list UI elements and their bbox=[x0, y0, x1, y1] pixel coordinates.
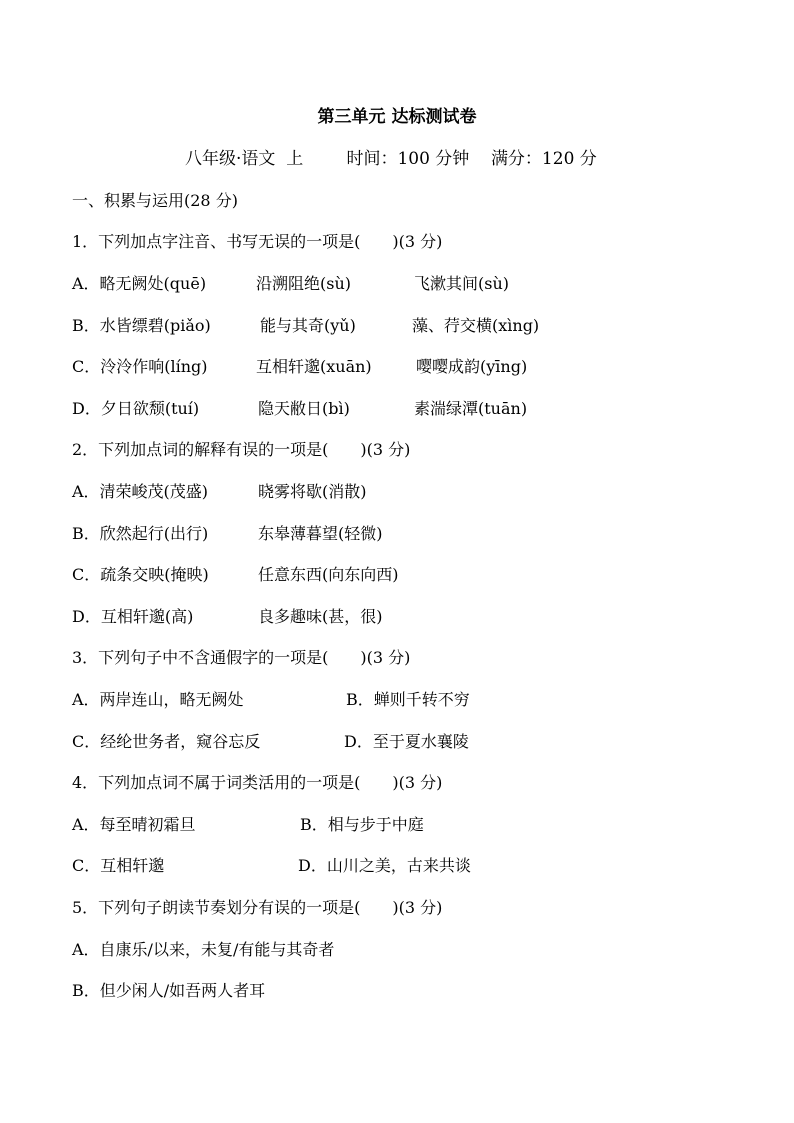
q1-option-c-3: 嘤嘤成韵(yīng) bbox=[416, 357, 528, 376]
time-label: 时间：100 分钟 bbox=[346, 149, 470, 169]
q1-option-b-3: 藻、荇交横(xìng) bbox=[412, 316, 540, 335]
q3-option-b: B．蝉则千转不穷 bbox=[346, 690, 470, 709]
question-stem-3: 3．下列句子中不含通假字的一项是( )(3 分) bbox=[72, 648, 411, 667]
q4-option-c: C．互相轩邈 bbox=[72, 856, 165, 875]
q2-option-a-1: A．清荣峻茂(茂盛) bbox=[72, 482, 209, 501]
q2-option-c-1: C．疏条交映(掩映) bbox=[72, 565, 209, 584]
exam-info bbox=[185, 146, 597, 172]
q1-option-a-3: 飞漱其间(sù) bbox=[414, 274, 510, 293]
question-stem-4: 4．下列加点词不属于词类活用的一项是( )(3 分) bbox=[72, 773, 443, 792]
q1-option-d-3: 素湍绿潭(tuān) bbox=[414, 399, 528, 418]
q1-option-b-1: B．水皆缥碧(piǎo) bbox=[72, 316, 211, 335]
q2-option-b-2: 东皋薄暮望(轻微) bbox=[258, 524, 383, 543]
q4-option-d: D．山川之美，古来共谈 bbox=[298, 856, 471, 875]
q1-option-a-2: 沿溯阻绝(sù) bbox=[256, 274, 352, 293]
section-heading: 一、积累与运用(28 分) bbox=[72, 191, 238, 210]
q1-option-d-2: 隐天敝日(bì) bbox=[258, 399, 350, 418]
q3-option-d: D．至于夏水襄陵 bbox=[344, 732, 469, 751]
q1-option-d-1: D．夕日欲颓(tuí) bbox=[72, 399, 200, 418]
q3-option-a: A．两岸连山，略无阙处 bbox=[72, 690, 244, 709]
q2-option-a-2: 晓雾将歇(消散) bbox=[258, 482, 367, 501]
question-stem-1: 1．下列加点字注音、书写无误的一项是( )(3 分) bbox=[72, 232, 443, 251]
q1-option-a-1: A．略无阙处(quē) bbox=[72, 274, 207, 293]
score-label: 满分：120 分 bbox=[490, 149, 597, 169]
q2-option-d-2: 良多趣味(甚，很) bbox=[258, 607, 383, 626]
page-title: 第三单元 达标测试卷 bbox=[317, 107, 477, 127]
q2-option-c-2: 任意东西(向东向西) bbox=[258, 565, 399, 584]
q4-option-b: B．相与步于中庭 bbox=[300, 815, 424, 834]
q2-option-b-1: B．欣然起行(出行) bbox=[72, 524, 209, 543]
question-stem-5: 5．下列句子朗读节奏划分有误的一项是( )(3 分) bbox=[72, 898, 443, 917]
q5-option-b: B．但少闲人/如吾两人者耳 bbox=[72, 981, 266, 1000]
q1-option-b-2: 能与其奇(yǔ) bbox=[260, 316, 356, 335]
q2-option-d-1: D．互相轩邈(高) bbox=[72, 607, 194, 626]
q3-option-c: C．经纶世务者，窥谷忘反 bbox=[72, 732, 261, 751]
q5-option-a: A．自康乐/以来，未复/有能与其奇者 bbox=[72, 940, 335, 959]
q4-option-a: A．每至晴初霜旦 bbox=[72, 815, 196, 834]
question-stem-2: 2．下列加点词的解释有误的一项是( )(3 分) bbox=[72, 440, 411, 459]
q1-option-c-1: C．泠泠作响(líng) bbox=[72, 357, 208, 376]
grade-label: 八年级·语文 上 bbox=[185, 149, 304, 169]
q1-option-c-2: 互相轩邈(xuān) bbox=[256, 357, 372, 376]
